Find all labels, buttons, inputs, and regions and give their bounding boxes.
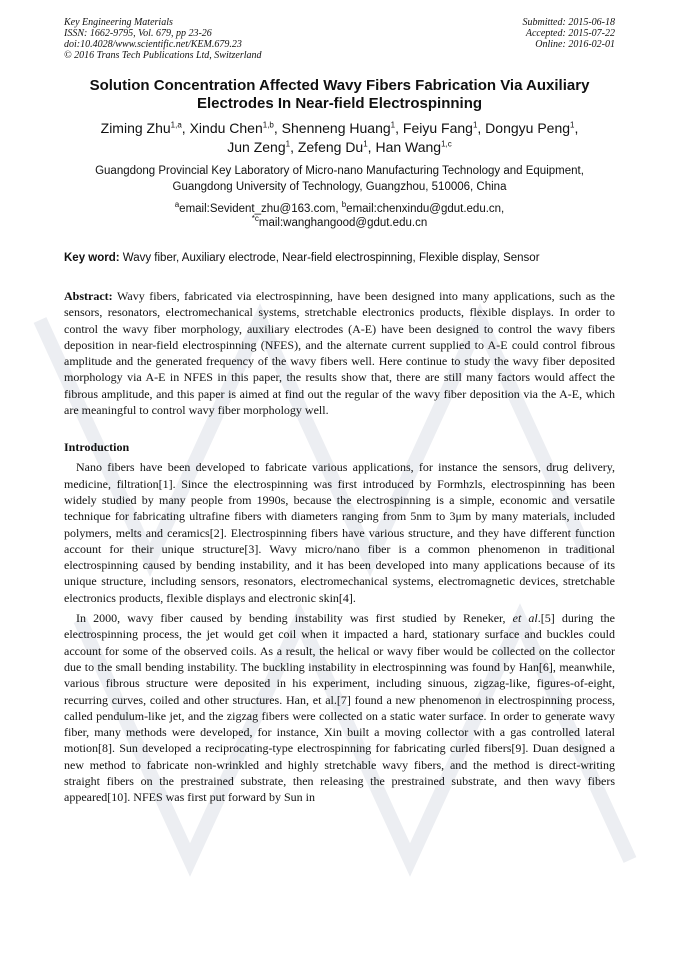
paper-title: Solution Concentration Affected Wavy Fibers Fabrication Via Auxiliary Electrodes In Near-field Electrospinning bbox=[89, 77, 590, 112]
email-sup: *c bbox=[251, 214, 259, 224]
author-name: Han Wang bbox=[375, 139, 442, 155]
author-sup: 1 bbox=[390, 120, 396, 130]
journal-name: Key Engineering Materials bbox=[64, 17, 173, 28]
email-c: mail:wanghangood@gdut.edu.cn bbox=[258, 217, 428, 229]
author-name: Shenneng Huang bbox=[281, 120, 391, 136]
section-heading-introduction: Introduction bbox=[64, 440, 130, 455]
journal-header bbox=[64, 17, 615, 61]
text-run-italic: et al bbox=[512, 611, 538, 626]
copyright-line: © 2016 Trans Tech Publications Ltd, Switzerland bbox=[64, 50, 262, 61]
email-block bbox=[64, 202, 615, 230]
intro-paragraph-1: Nano fibers have been developed to fabricate various applications, for instance the sensors, drug delivery, medicine, filtration[1]. Since the electrospinning was first introduced by Formhzls, electrospinning has been widely studied by many people from 1990s, because the electrospinning is a simple, economic and versatile technique for fabricating ultrafine fibers with diameters ranging from 5nm to 3μm by many materials, included polymers, melts and ceramics[2]. Electrospinning fibers have various structure, and they have different function account for their unique structure[3]. Wavy micro/nano fiber is a common phenomenon in traditional electrospinning caused by bending instability, and it has been developed into many applications because of its unique structure, including sensors, resonators, electromechanical systems, electromagnetic devices, stretchable electronics products, flexible displays and electronic skin[4]. bbox=[64, 460, 615, 605]
author-name: Ziming Zhu bbox=[100, 120, 171, 136]
author-sup: 1 bbox=[363, 139, 368, 149]
doi-line: doi:10.4028/www.scientific.net/KEM.679.23 bbox=[64, 39, 242, 50]
author-name: Dongyu Peng bbox=[485, 120, 571, 136]
author-name: Jun Zeng bbox=[227, 139, 286, 155]
author-list: Ziming Zhu$^{1,a}$, Xindu Chen$^{1,b}$, Shenneng Huang$^1$, Feiyu Fang$^1$, Dongyu Peng$^1$, Jun Zeng$^1$, Zefeng Du$^1$, Han Wang$^{1,c}$ bbox=[100, 120, 579, 155]
keywords-text: Wavy fiber, Auxiliary electrode, Near-field electrospinning, Flexible display, Sensor bbox=[119, 252, 540, 264]
abstract-label: Abstract: bbox=[64, 289, 113, 303]
abstract bbox=[64, 288, 615, 418]
author-name: Xindu Chen bbox=[189, 120, 263, 136]
paper-page bbox=[64, 17, 615, 806]
submitted-date: Submitted: 2015-06-18 bbox=[522, 17, 615, 28]
email-a: email:Sevident_zhu@163.com, bbox=[179, 203, 342, 215]
journal-info bbox=[64, 17, 262, 61]
keywords-label: Key word: bbox=[64, 252, 120, 264]
text-run: .[5] during the electrospinning process, the jet would get coil when it impacted a hard, stationary surface and buckles could account for some of the observed coils. As a result, the helical or wavy fiber would be collected on the collector due to the small bending instability. The buckling instability in electrospinning was found by Han[6], meanwhile, various fibrous structure were deposited in his experiment, including sinuous, zigzag-like, figures-of-eight, recurring curves, coiled and other structures. Han, et al.[7] found a new phenomenon in electrospinning process, called pendulum-like jet, and the zigzag fibers were collected on a static water surface. In order to generate wavy fiber, many methods were developed, for instance, Xin built a moving collector with a gas controlled lateral motion[8]. Sun developed a reciprocating-type electrospinning for fabricating curled fibers[9]. Duan designed a new method to fabricate non-wrinkled and highly stretchable wavy fibers, and the method is direct-writing straight fibers on the prestrained substrate, then releasing the prestrained substrate, and then wavy fibers appeared[10]. NFES was first put forward by Sun in bbox=[64, 611, 616, 805]
text-run: In 2000, wavy fiber caused by bending instability was first studied by Reneker, bbox=[76, 611, 513, 626]
online-date: Online: 2016-02-01 bbox=[535, 39, 615, 50]
dates-info bbox=[523, 17, 616, 61]
author-sup: 1,c bbox=[441, 139, 452, 149]
email-sup: a bbox=[174, 200, 180, 210]
author-name: Feiyu Fang bbox=[402, 120, 473, 136]
abstract-text: Wavy fibers, fabricated via electrospinning, have been designed into many applications, such as the sensors, resonators, electromechanical systems, stretchable electronics products, flexible displays. In order to control the wavy fiber morphology, auxiliary electrodes (A-E) have been designed to control the wavy fibers deposition in near-field electrospinning (NFES), and the alternate current supplied to A-E could control fibrous amplitude and the generated frequency of the wavy fibers well. Here continue to study the wavy fiber deposited morphology via A-E in NFES in this paper, the results show that, there are still many factors would affect the fibrous amplitude, and this paper is aimed at find out the regular of the wavy fiber deposition via the A-E, which are meaningful to control wavy fiber morphology well. bbox=[64, 289, 615, 418]
email-b: email:chenxindu@gdut.edu.cn, bbox=[346, 203, 505, 215]
accepted-date: Accepted: 2015-07-22 bbox=[525, 28, 615, 39]
affiliation-line: Guangdong University of Technology, Guangzhou, 510006, China bbox=[172, 181, 507, 193]
intro-paragraph-2 bbox=[64, 610, 615, 806]
author-sup: 1 bbox=[472, 120, 478, 130]
author-sup: 1,a bbox=[170, 120, 182, 130]
author-sup: 1,b bbox=[262, 120, 274, 130]
author-sup: 1 bbox=[570, 120, 575, 130]
author-sup: 1 bbox=[285, 139, 291, 149]
affiliation-line: Guangdong Provincial Key Laboratory of Micro-nano Manufacturing Technology and Equipment, bbox=[95, 165, 584, 177]
issn-line: ISSN: 1662-9795, Vol. 679, pp 23-26 bbox=[64, 28, 212, 39]
email-sup: b bbox=[341, 200, 347, 210]
keywords bbox=[64, 251, 615, 266]
author-name: Zefeng Du bbox=[297, 139, 364, 155]
affiliation bbox=[64, 163, 615, 195]
